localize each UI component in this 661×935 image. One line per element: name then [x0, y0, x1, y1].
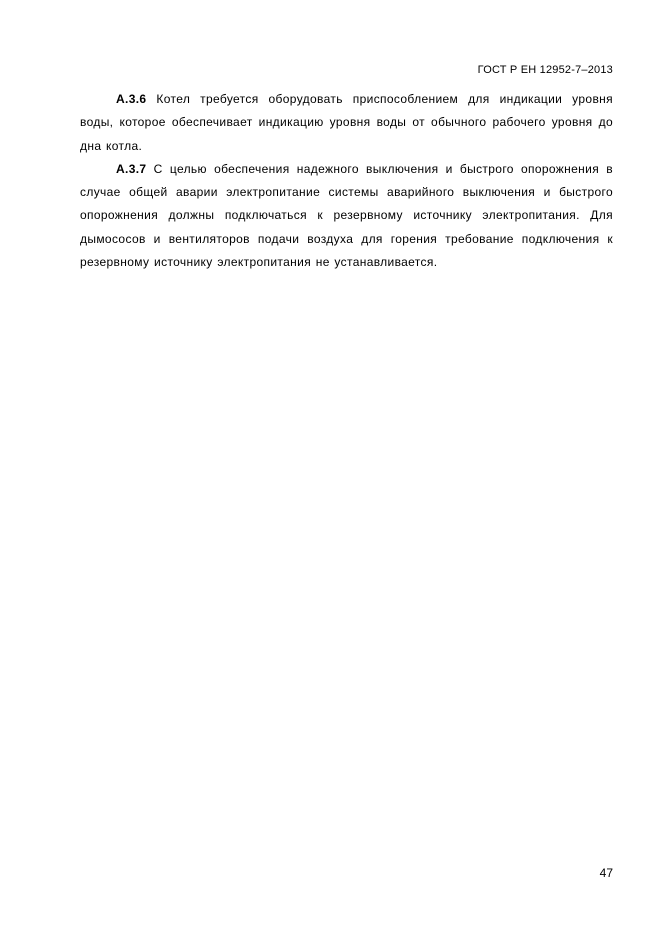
page-number: 47 — [599, 866, 613, 880]
document-body — [80, 88, 613, 274]
paragraph-a-3-7 — [80, 158, 613, 274]
clause-number: А.3.7 — [116, 161, 147, 176]
clause-number: А.3.6 — [116, 92, 147, 106]
paragraph-text: С целью обеспечения надежного выключения и быстрого опорожнения в случае общей аварии электропитание системы аварийного выключения и быстрого опорожнения должны подключаться к резервному источнику электропитания. Для дымососов и вентиляторов подачи воздуха для горения требование подключения к резервному источнику электропитания не устанавливается. — [80, 161, 613, 270]
document-id: ГОСТ Р ЕН 12952-7–2013 — [477, 64, 613, 76]
document-header — [478, 64, 613, 76]
paragraph-a-3-6 — [80, 88, 613, 158]
paragraph-text: Котел требуется оборудовать приспособлением для индикации уровня воды, которое обеспечивает индикацию уровня воды от обычного рабочего уровня до дна котла. — [80, 92, 613, 153]
